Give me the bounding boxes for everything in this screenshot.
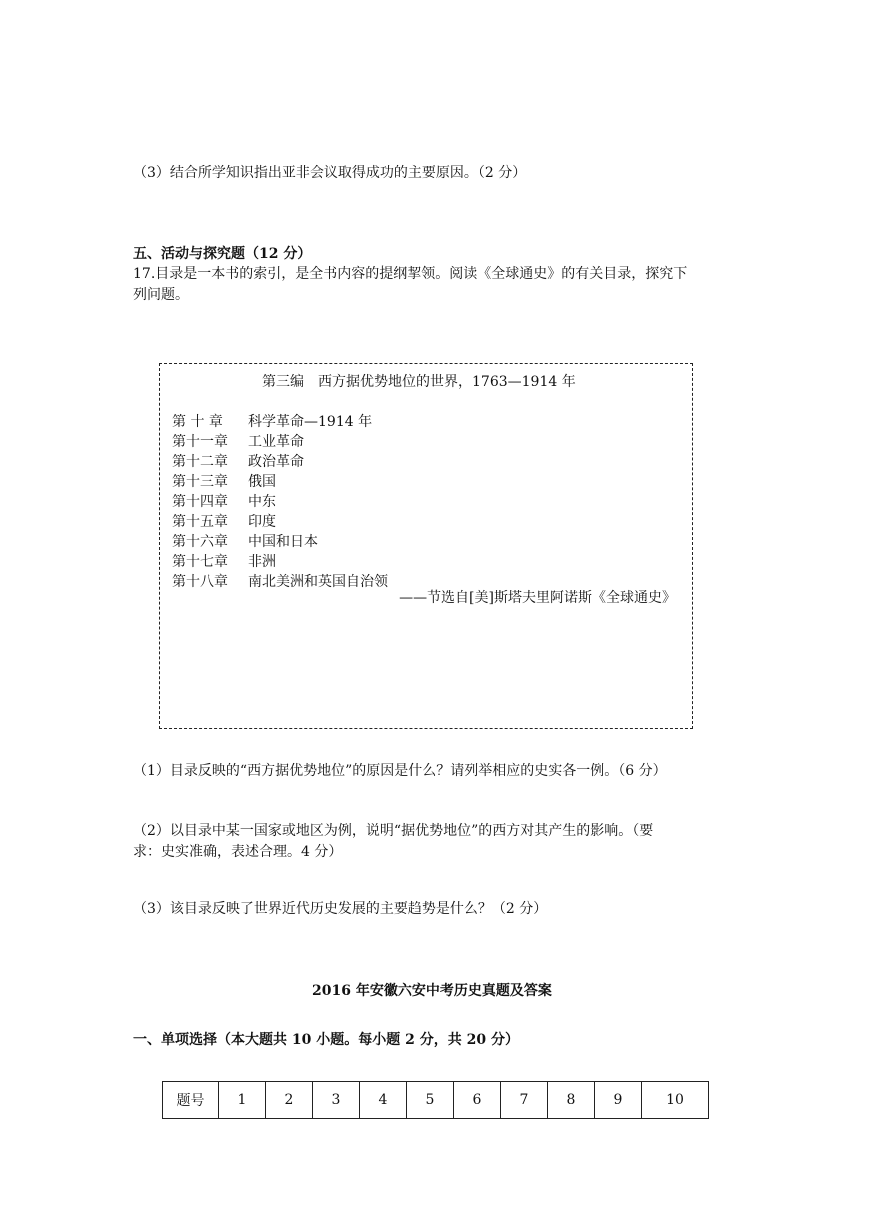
chapter-number: 第十三章 (172, 474, 228, 490)
chapter-number: 第十七章 (172, 554, 228, 570)
chapter-row (172, 492, 276, 512)
excerpt-title: 第三编 西方据优势地位的世界，1763—1914 年 (262, 374, 576, 390)
question-number-cell: 8 (548, 1082, 595, 1119)
exam-title: 2016 年安徽六安中考历史真题及答案 (312, 983, 552, 999)
chapter-row (172, 572, 388, 592)
question-number-cell: 2 (266, 1082, 313, 1119)
chapter-row (172, 532, 318, 552)
chapter-title: 政治革命 (248, 454, 304, 470)
chapter-number: 第十四章 (172, 494, 228, 510)
q17-prompt-line1: 17.目录是一本书的索引，是全书内容的提纲挈领。阅读《全球通史》的有关目录，探究下 (133, 266, 688, 282)
question-number-cell: 6 (454, 1082, 501, 1119)
chapter-title: 印度 (248, 514, 276, 530)
chapter-row (172, 512, 276, 532)
chapter-title: 非洲 (248, 554, 276, 570)
section1-heading: 一、单项选择（本大题共 10 小题。每小题 2 分，共 20 分） (133, 1032, 519, 1048)
chapter-number: 第十八章 (172, 574, 228, 590)
chapter-number: 第十五章 (172, 514, 228, 530)
question-number-cell: 1 (219, 1082, 266, 1119)
q17-part2-line2: 求：史实准确，表述合理。4 分） (133, 844, 343, 860)
q17-prompt-line2: 列问题。 (133, 287, 189, 303)
chapter-title: 俄国 (248, 474, 276, 490)
chapter-number: 第 十 章 (172, 414, 223, 430)
chapter-title: 中国和日本 (248, 534, 318, 550)
excerpt-box (159, 363, 693, 729)
question-number-cell: 5 (407, 1082, 454, 1119)
chapter-number: 第十一章 (172, 434, 228, 450)
chapter-number: 第十六章 (172, 534, 228, 550)
answer-table-row (163, 1082, 709, 1119)
q17-part3: （3）该目录反映了世界近代历史发展的主要趋势是什么？（2 分） (133, 901, 548, 917)
chapter-title: 南北美洲和英国自治领 (248, 574, 388, 590)
q16-part3: （3）结合所学知识指出亚非会议取得成功的主要原因。（2 分） (133, 165, 527, 181)
question-number-cell: 9 (595, 1082, 642, 1119)
question-number-cell: 4 (360, 1082, 407, 1119)
answer-table (162, 1081, 709, 1119)
question-number-cell: 3 (313, 1082, 360, 1119)
table-header-cell: 题号 (163, 1082, 219, 1119)
chapter-title: 工业革命 (248, 434, 304, 450)
section5-heading: 五、活动与探究题（12 分） (133, 246, 312, 262)
chapter-row (172, 552, 276, 572)
excerpt-source: ——节选自[美]斯塔夫里阿诺斯《全球通史》 (399, 590, 676, 606)
chapter-number: 第十二章 (172, 454, 228, 470)
chapter-title: 中东 (248, 494, 276, 510)
q17-part2-line1: （2）以目录中某一国家或地区为例，说明“据优势地位”的西方对其产生的影响。（要 (133, 823, 654, 839)
chapter-row (172, 412, 372, 432)
question-number-cell: 7 (501, 1082, 548, 1119)
chapter-title: 科学革命—1914 年 (248, 414, 373, 430)
q17-part1: （1）目录反映的“西方据优势地位”的原因是什么？请列举相应的史实各一例。（6 分） (133, 763, 667, 779)
chapter-row (172, 452, 304, 472)
question-number-cell: 10 (642, 1082, 709, 1119)
chapter-row (172, 472, 276, 492)
chapter-row (172, 432, 304, 452)
